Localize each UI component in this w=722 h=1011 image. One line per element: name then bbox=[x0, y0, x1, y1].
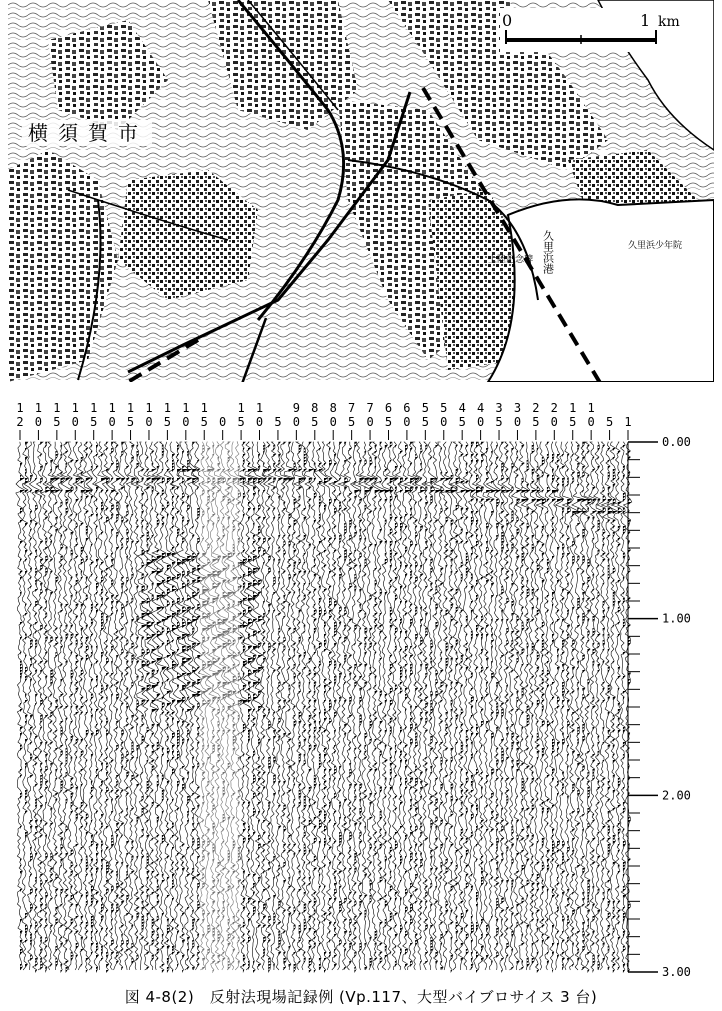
seismic-trace bbox=[319, 442, 328, 970]
seismic-trace-fill bbox=[309, 442, 314, 973]
vp-tick-bottom: 5 bbox=[348, 415, 356, 429]
vp-tick-bottom: 0 bbox=[292, 415, 300, 429]
low-fold-band bbox=[200, 442, 240, 972]
location-map bbox=[8, 0, 714, 382]
seismic-trace bbox=[47, 442, 57, 970]
scale-bar-end: 1 bbox=[640, 11, 651, 30]
vp-tick-top: 8 bbox=[329, 401, 337, 415]
seismic-trace-fill bbox=[35, 478, 39, 973]
vp-tick-bottom: 5 bbox=[569, 415, 577, 429]
vp-tick-bottom: 5 bbox=[126, 415, 135, 429]
seismic-trace bbox=[111, 442, 121, 970]
vp-tick-bottom: 5 bbox=[311, 415, 319, 429]
seismic-trace-fill bbox=[20, 463, 25, 970]
vp-tick-top: 7 bbox=[348, 401, 356, 415]
vp-tick-bottom: 0 bbox=[513, 415, 522, 429]
vp-tick-bottom: 5 bbox=[200, 415, 208, 429]
seismic-trace-fill bbox=[410, 442, 416, 967]
vp-tick-top: 1 bbox=[108, 401, 116, 415]
vp-tick-bottom: 5 bbox=[421, 415, 429, 429]
seismic-trace bbox=[548, 442, 558, 970]
place-label-memorial: 上陸記念碑 bbox=[488, 255, 534, 265]
seismic-trace bbox=[422, 442, 428, 970]
seismic-trace bbox=[167, 442, 178, 970]
vp-tick-bottom: 5 bbox=[384, 415, 393, 429]
vp-tick-top: 1 bbox=[237, 401, 245, 415]
vp-tick-bottom: 0 bbox=[255, 415, 264, 429]
seismic-trace bbox=[284, 442, 294, 970]
vp-tick-top: 1 bbox=[587, 401, 595, 415]
vp-tick-top: 5 bbox=[421, 401, 429, 415]
vp-tick-top: 1 bbox=[71, 401, 79, 415]
vp-tick-top: 2 bbox=[550, 401, 558, 415]
seismic-trace bbox=[92, 442, 99, 970]
vp-tick-bottom: 5 bbox=[53, 415, 61, 429]
vp-tick-bottom: 5 bbox=[90, 415, 98, 429]
vp-tick-bottom: 0 bbox=[108, 415, 116, 429]
seismic-trace-fill bbox=[329, 442, 332, 958]
seismic-trace bbox=[24, 442, 33, 970]
seismic-trace-fill bbox=[577, 445, 583, 961]
vp-tick-top: 1 bbox=[200, 401, 208, 415]
seismic-trace-fill bbox=[81, 457, 86, 967]
vp-tick-top: 7 bbox=[366, 401, 374, 415]
seismic-trace bbox=[396, 442, 403, 970]
vp-tick-bottom: 1 bbox=[624, 415, 632, 429]
vp-tick-bottom: 0 bbox=[587, 415, 595, 429]
vp-tick-bottom: 2 bbox=[16, 415, 24, 429]
vp-tick-top: 6 bbox=[403, 401, 411, 415]
vp-tick-top: 1 bbox=[90, 401, 98, 415]
vp-tick-bottom: 0 bbox=[476, 415, 485, 429]
seismic-trace-fill bbox=[294, 463, 298, 973]
vp-tick-labels bbox=[16, 401, 631, 440]
vp-tick-top: 2 bbox=[532, 401, 540, 415]
vp-tick-top: 1 bbox=[255, 401, 264, 415]
seismic-trace bbox=[310, 442, 317, 970]
seismic-trace-fill bbox=[405, 445, 411, 967]
seismic-trace bbox=[483, 442, 492, 970]
seismic-trace bbox=[243, 442, 254, 970]
seismic-trace-fill bbox=[131, 445, 135, 964]
seismic-trace-fill bbox=[304, 448, 307, 964]
seismic-trace-fill bbox=[587, 445, 591, 973]
time-label: 0.00 bbox=[662, 435, 691, 449]
seismic-trace-fill bbox=[547, 442, 550, 964]
time-label: 2.00 bbox=[662, 788, 691, 803]
scale-bar-unit: km bbox=[658, 14, 680, 30]
vp-tick-bottom: 0 bbox=[71, 415, 79, 429]
vp-tick-top: 1 bbox=[126, 401, 135, 415]
seismic-trace-fill bbox=[273, 445, 276, 967]
place-label-school: 久里浜少年院 bbox=[628, 241, 683, 251]
seismic-trace-fill bbox=[314, 463, 317, 973]
seismic-trace bbox=[22, 442, 28, 970]
vp-tick-top: 9 bbox=[292, 401, 300, 415]
vp-tick-top: 1 bbox=[182, 401, 190, 415]
seismic-trace bbox=[35, 442, 43, 970]
vp-tick-top: 4 bbox=[476, 401, 485, 415]
time-label: 3.00 bbox=[662, 965, 691, 979]
seismic-trace bbox=[102, 442, 110, 970]
vp-tick-top: 1 bbox=[16, 401, 24, 415]
seismic-trace bbox=[268, 442, 276, 970]
vp-tick-top: 1 bbox=[34, 401, 43, 415]
vp-tick-top: 3 bbox=[513, 401, 522, 415]
seismic-trace bbox=[86, 442, 93, 970]
seismic-trace bbox=[509, 442, 514, 970]
vp-tick-top: 1 bbox=[163, 401, 172, 415]
vp-tick-bottom: 0 bbox=[219, 415, 227, 429]
seismic-trace bbox=[404, 442, 416, 970]
vp-tick-bottom: 5 bbox=[605, 415, 614, 429]
seismic-trace-fill bbox=[96, 445, 99, 973]
seismic-trace-fill bbox=[415, 454, 419, 946]
vp-tick-bottom: 0 bbox=[182, 415, 190, 429]
seismic-record bbox=[0, 382, 722, 982]
seismic-traces bbox=[16, 442, 632, 973]
figure-caption: 図 4-8(2) 反射法現場記録例 (Vp.117、大型バイブロサイス 3 台) bbox=[124, 988, 598, 1006]
seismic-trace-fill bbox=[121, 442, 125, 970]
seismic-trace-fill bbox=[25, 442, 28, 967]
vp-tick-top: 1 bbox=[569, 401, 577, 415]
vp-tick-top: 8 bbox=[311, 401, 319, 415]
vp-tick-top: 5 bbox=[440, 401, 448, 415]
seismic-trace-fill bbox=[461, 445, 467, 961]
seismic-trace bbox=[463, 442, 472, 970]
vp-tick-bottom: 5 bbox=[532, 415, 540, 429]
city-label: 横須賀市 bbox=[28, 121, 148, 145]
seismic-trace-fill bbox=[40, 442, 43, 970]
vp-tick-top: 1 bbox=[53, 401, 61, 415]
vp-tick-bottom: 0 bbox=[550, 415, 558, 429]
vp-tick-top: 6 bbox=[384, 401, 393, 415]
vp-tick-top: 4 bbox=[458, 401, 466, 415]
seismic-trace-fill bbox=[283, 442, 289, 970]
vp-tick-top: 3 bbox=[495, 401, 503, 415]
vp-tick-bottom: 5 bbox=[458, 415, 466, 429]
time-label: 1.00 bbox=[662, 611, 691, 626]
time-axis bbox=[628, 435, 691, 979]
seismic-trace-fill bbox=[613, 448, 618, 973]
vp-tick-bottom: 5 bbox=[163, 415, 172, 429]
seismic-trace bbox=[392, 442, 398, 970]
seismic-trace bbox=[512, 442, 522, 970]
vp-tick-bottom: 0 bbox=[366, 415, 374, 429]
vp-tick-bottom: 0 bbox=[329, 415, 337, 429]
seismic-trace bbox=[263, 442, 272, 970]
seismic-trace-fill bbox=[243, 442, 249, 973]
seismic-trace-fill bbox=[258, 454, 264, 967]
vp-tick-bottom: 0 bbox=[403, 415, 411, 429]
seismic-trace-fill bbox=[101, 454, 107, 961]
seismic-trace-fill bbox=[628, 451, 632, 973]
bay-label: 久里浜港 bbox=[541, 230, 555, 274]
vp-tick-bottom: 0 bbox=[145, 415, 153, 429]
seismic-trace-fill bbox=[167, 460, 172, 973]
vp-tick-bottom: 0 bbox=[34, 415, 43, 429]
vp-tick-bottom: 0 bbox=[440, 415, 448, 429]
scale-bar-start: 0 bbox=[502, 11, 513, 30]
vp-tick-bottom: 5 bbox=[274, 415, 282, 429]
seismic-trace-fill bbox=[420, 445, 425, 964]
seismic-trace bbox=[51, 442, 61, 970]
vp-tick-bottom: 5 bbox=[495, 415, 503, 429]
vp-tick-top: 1 bbox=[145, 401, 153, 415]
seismic-trace bbox=[456, 442, 467, 970]
vp-tick-bottom: 5 bbox=[237, 415, 245, 429]
